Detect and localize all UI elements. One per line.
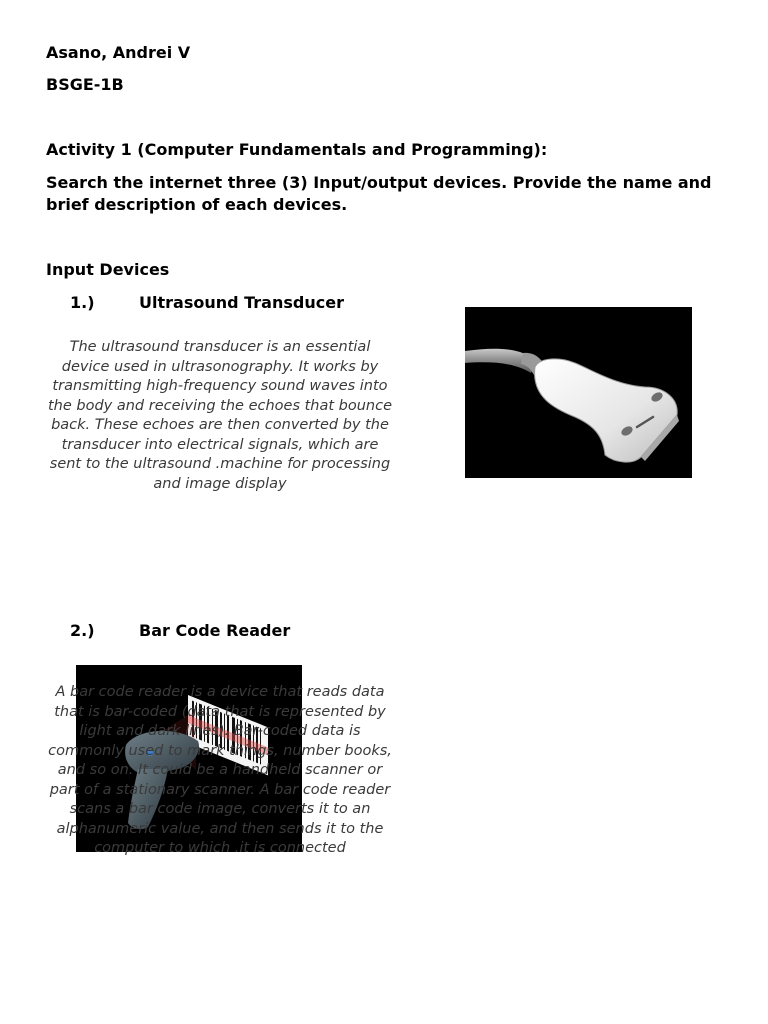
- item-number: 1.): [70, 293, 95, 312]
- item-number: 2.): [70, 621, 95, 640]
- device-description: A bar code reader is a device that reads data that is bar-coded (data that is represented by light and dark lines). Bar-coded data is commonly used to mark things, number books, and so on. It could be a handheld scanner or part of a stationary scanner. A bar code reader scans a bar code image, converts it to an alphanumeric value, and then sends it to the computer to which .it is connected: [48, 684, 392, 856]
- section-label: BSGE-1B: [46, 75, 124, 94]
- ultrasound-transducer-icon: [465, 307, 692, 478]
- device-description: The ultrasound transducer is an essential device used in ultrasonography. It works by transmitting high-frequency sound waves into the body and receiving the echoes that bounce back. These echoes are then converted by the transducer into electrical signals, which are sent to the ultrasound .machine for processing and image display: [47, 339, 393, 492]
- device-name: Bar Code Reader: [139, 621, 291, 640]
- student-name: Asano, Andrei V: [46, 43, 191, 62]
- ultrasound-transducer-image: [465, 307, 692, 478]
- activity-instructions: Search the internet three (3) Input/output devices. Provide the name and brief description of each devices.: [46, 173, 712, 214]
- input-devices-heading: Input Devices: [46, 260, 170, 279]
- device-name: Ultrasound Transducer: [139, 293, 344, 312]
- activity-title: Activity 1 (Computer Fundamentals and Programming):: [46, 140, 548, 159]
